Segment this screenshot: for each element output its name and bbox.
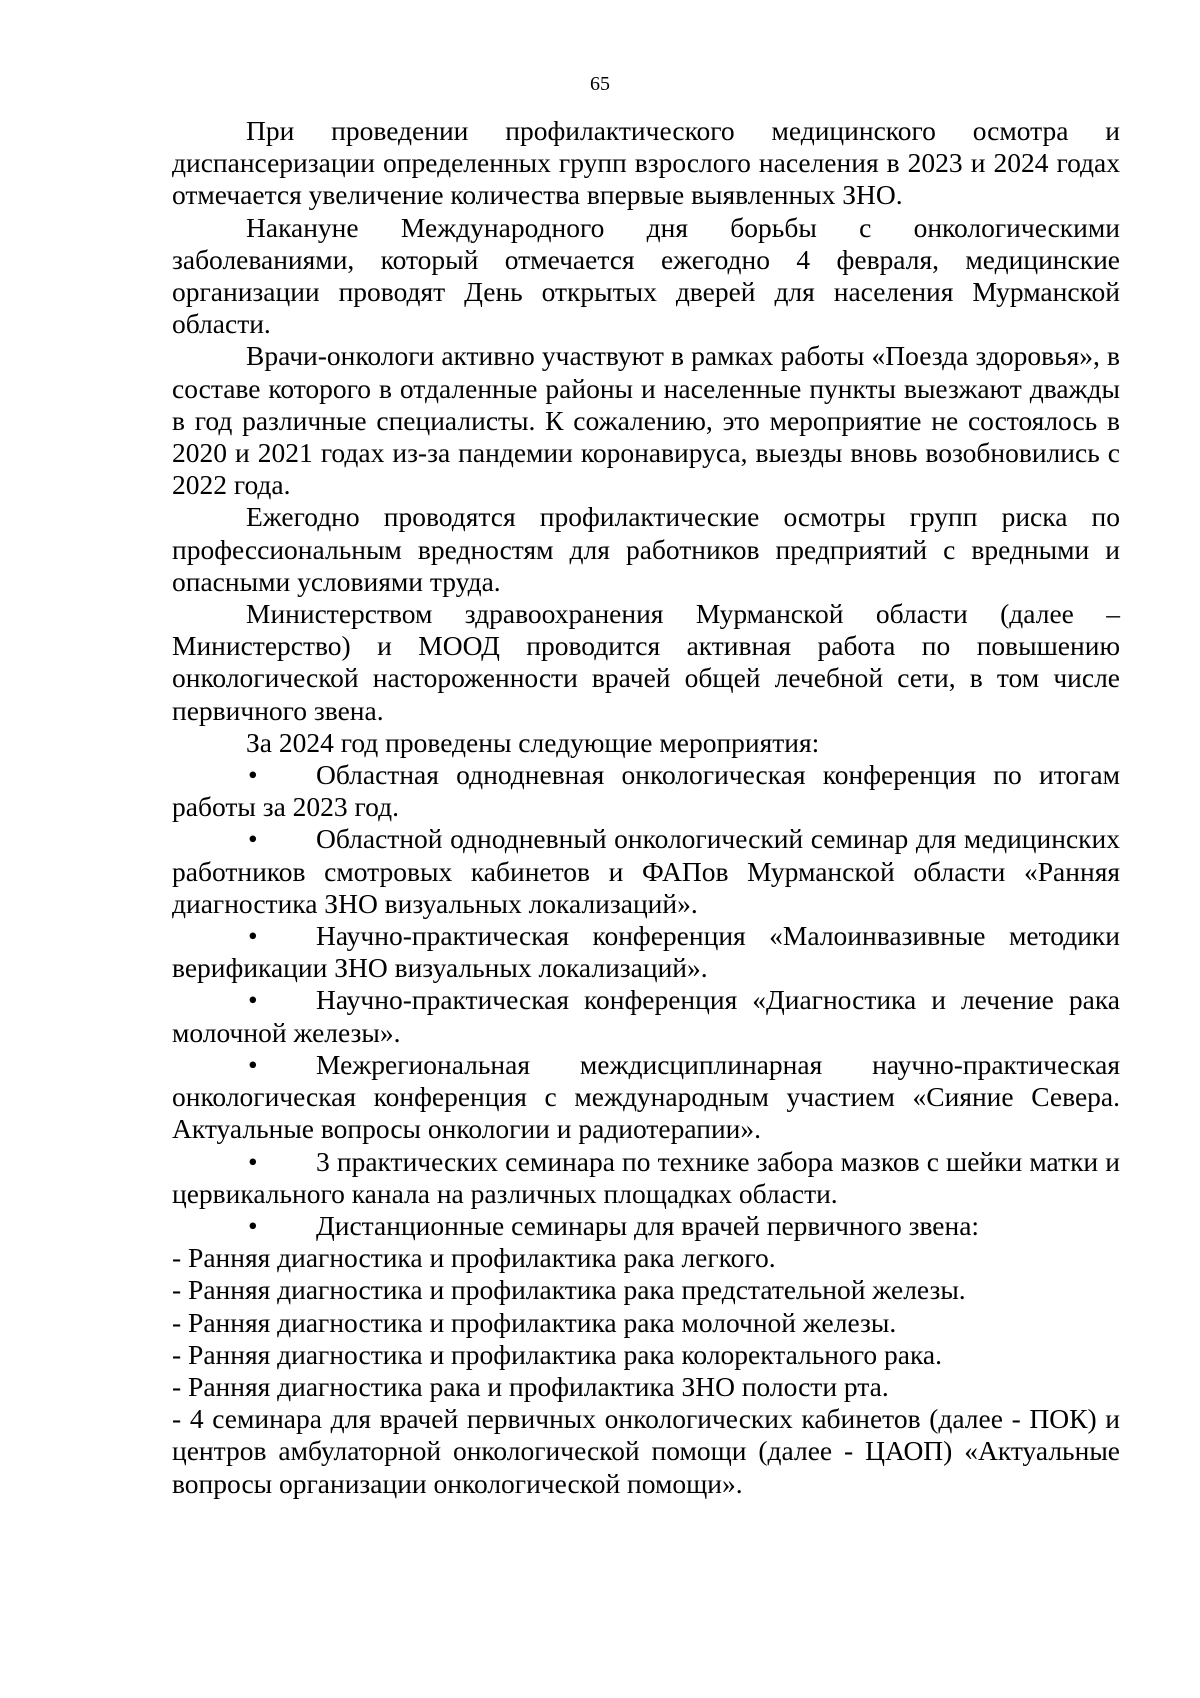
bullet-item-2	[172, 823, 1120, 920]
dash-list	[172, 1242, 1120, 1500]
bullet-item-7	[172, 1210, 1120, 1242]
dash-item-5: - Ранняя диагностика рака и профилактика ЗНО полости рта.	[172, 1370, 889, 1402]
bullet-text: Дистанционные семинары для врачей первичного звена:	[316, 1209, 980, 1241]
dash-item-1: - Ранняя диагностика и профилактика рака легкого.	[172, 1242, 776, 1274]
bullet-icon: •	[248, 823, 258, 855]
bullet-item-6	[172, 1146, 1120, 1210]
paragraph-4: Ежегодно проводятся профилактические осмотры групп риска по профессиональным вредностям для работников предприятий с вредными и опасными условиями труда.	[172, 501, 1120, 597]
bullet-text: Областная однодневная онкологическая конференция по итогам работы за 2023 год.	[172, 759, 1120, 823]
dash-item-6: - 4 семинара для врачей первичных онкологических кабинетов (далее - ПОК) и центров амбулаторной онкологической помощи (далее - ЦАОП) «Актуальные вопросы организации онкологической помощи».	[172, 1403, 1120, 1499]
dash-item-4: - Ранняя диагностика и профилактика рака колоректального рака.	[172, 1338, 942, 1370]
bullet-text: Межрегиональная междисциплинарная научно-практическая онкологическая конференция с международным участием «Сияние Севера. Актуальные вопросы онкологии и радиотерапии».	[172, 1048, 1120, 1145]
paragraph-2: Накануне Международного дня борьбы с онкологическими заболеваниями, который отмечается ежегодно 4 февраля, медицинские организации проводят День открытых дверей для населения Мурманской области.	[172, 211, 1120, 340]
bullet-icon: •	[248, 984, 258, 1016]
bullet-item-1	[172, 759, 1120, 823]
bullet-icon: •	[248, 759, 258, 791]
bullet-text: Научно-практическая конференция «Диагностика и лечение рака молочной железы».	[172, 984, 1120, 1048]
dash-item-2: - Ранняя диагностика и профилактика рака предстательной железы.	[172, 1274, 966, 1306]
paragraph-1: При проведении профилактического медицинского осмотра и диспансеризации определенных групп взрослого населения в 2023 и 2024 годах отмечается увеличение количества впервые выявленных ЗНО.	[172, 115, 1120, 211]
document-body	[172, 115, 1120, 1500]
bullet-item-5	[172, 1049, 1120, 1146]
bullet-icon: •	[248, 1145, 258, 1177]
paragraph-3: Врачи-онкологи активно участвуют в рамках работы «Поезда здоровья», в составе которого в отдаленные районы и населенные пункты выезжают дважды в год различные специалисты. К сожалению, это мероприятие не состоялось в 2020 и 2021 годах из-за пандемии коронавируса, выезды вновь возобновились с 2022 года.	[172, 340, 1120, 501]
paragraph-6: За 2024 год проведены следующие мероприятия:	[246, 726, 820, 758]
bullet-icon: •	[248, 1209, 258, 1241]
dash-item-3: - Ранняя диагностика и профилактика рака молочной железы.	[172, 1306, 897, 1338]
paragraph-5: Министерством здравоохранения Мурманской области (далее – Министерство) и МООД проводится активная работа по повышению онкологической настороженности врачей общей лечебной сети, в том числе первичного звена.	[172, 598, 1120, 726]
bullet-icon: •	[248, 920, 258, 952]
bullet-text: 3 практических семинара по технике забора мазков с шейки матки и цервикального канала на различных площадках области.	[172, 1145, 1120, 1209]
page-number: 65	[590, 73, 610, 95]
bullet-icon: •	[248, 1048, 258, 1080]
bullet-text: Научно-практическая конференция «Малоинвазивные методики верификации ЗНО визуальных локализаций».	[172, 920, 1120, 984]
bullet-item-4	[172, 984, 1120, 1048]
bullet-item-3	[172, 920, 1120, 984]
bullet-text: Областной однодневный онкологический семинар для медицинских работников смотровых кабинетов и ФАПов Мурманской области «Ранняя диагностика ЗНО визуальных локализаций».	[172, 823, 1120, 919]
bullet-list	[172, 759, 1120, 1242]
